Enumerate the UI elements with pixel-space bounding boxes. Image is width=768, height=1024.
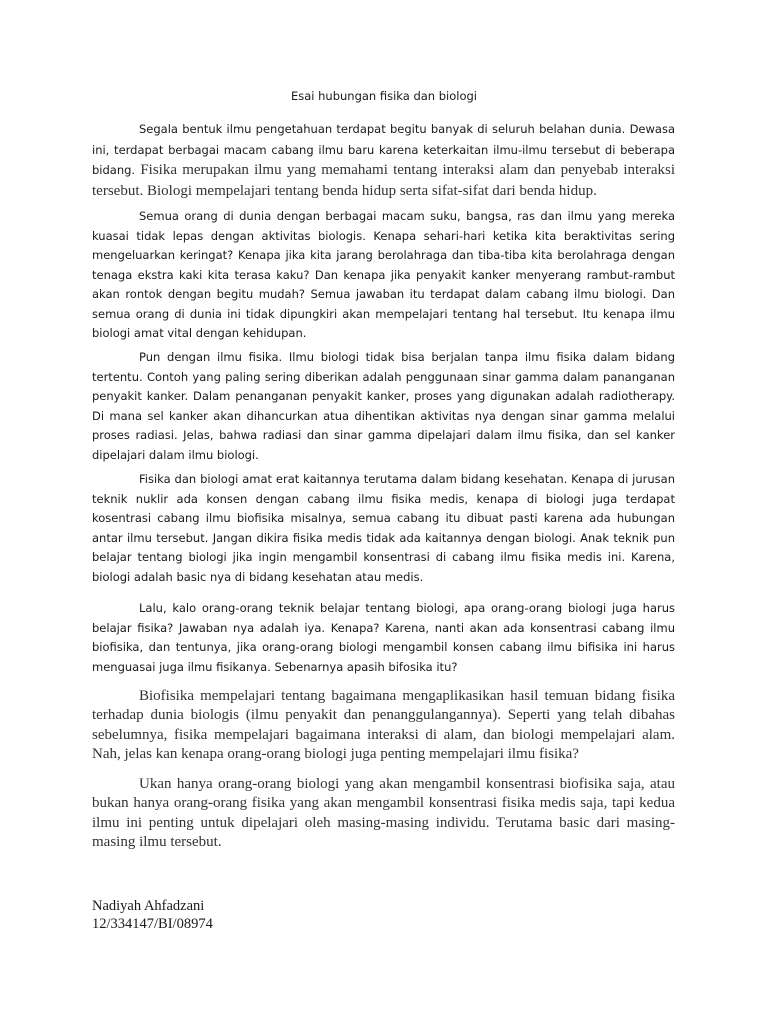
paragraph-7: Ukan hanya orang-orang biologi yang akan mengambil konsentrasi biofisika saja, atau bukan hanya orang-orang fisika yang akan mengambil konsentrasi fisika medis saja, tapi kedua ilmu ini penting untuk dipelajari oleh masing-masing individu. Terutama basic dari masing-masing ilmu tersebut.: [92, 776, 675, 850]
paragraph-4: Fisika dan biologi amat erat kaitannya terutama dalam bidang kesehatan. Kenapa di jurusan teknik nuklir ada konsen dengan cabang ilmu fisika medis, kenapa di biologi juga terdapat kosentrasi cabang ilmu biofisika misalnya, semua cabang itu dibuat pasti karena ada hubungan antar ilmu tersebut. Jangan dikira fisika medis tidak ada kaitannya dengan biologi. Anak teknik pun belajar tentang biologi jika ingin mengambil konsentrasi di cabang ilmu fisika medis ini. Karena, biologi adalah basic nya di bidang kesehatan atau medis.: [92, 472, 675, 584]
author-name: Nadiyah Ahfadzani: [92, 898, 205, 914]
paragraph-6: Biofisika mempelajari tentang bagaimana mengaplikasikan hasil temuan bidang fisika terhadap dunia biologis (ilmu penyakit dan penanggulangannya). Seperti yang telah dibahas sebelumnya, fisika mempelajari bagaimana interaksi di alam, dan biologi mempelajari alam. Nah, jelas kan kenapa orang-orang biologi juga penting mempelajari ilmu fisika?: [92, 688, 675, 762]
paragraph-1-sans-text: Segala bentuk ilmu pengetahuan terdapat begitu banyak di seluruh belahan dunia. Dewasa ini, terdapat berbagai macam cabang ilmu baru karena keterkaitan ilmu-ilmu tersebut di beberapa bidang.: [92, 122, 675, 177]
paragraph-2: Semua orang di dunia dengan berbagai macam suku, bangsa, ras dan ilmu yang mereka kuasai tidak lepas dengan aktivitas biologis. Kenapa sehari-hari ketika kita beraktivitas sering mengeluarkan keringat? Kenapa jika kita jarang berolahraga dan tiba-tiba kita berolahraga dengan tenaga ekstra kaki kita terasa kaku? Dan kenapa jika penyakit kanker menyerang rambut-rambut akan rontok dengan begitu mudah? Semua jawaban itu terdapat dalam cabang ilmu biologi. Dan semua orang di dunia ini tidak dipungkiri akan mempelajari tentang hal tersebut. Itu kenapa ilmu biologi amat vital dengan kehidupan.: [92, 209, 675, 340]
paragraph-5: Lalu, kalo orang-orang teknik belajar tentang biologi, apa orang-orang biologi juga harus belajar fisika? Jawaban nya adalah iya. Kenapa? Karena, nanti akan ada konsentrasi cabang ilmu biofisika, dan tentunya, jika orang-orang biologi mengambil konsen cabang ilmu bifisika ini harus menguasai juga ilmu fisikanya. Sebenarnya apasih bifosika itu?: [92, 601, 675, 674]
document-title: Esai hubungan fisika dan biologi: [290, 89, 478, 103]
author-id: 12/334147/BI/08974: [92, 916, 213, 932]
paragraph-1: [92, 119, 675, 201]
signature-block: [92, 897, 213, 933]
paragraph-1-serif-text: Fisika merupakan ilmu yang memahami tentang interaksi alam dan penyebab interaksi tersebut. Biologi mempelajari tentang benda hidup serta sifat-sifat dari benda hidup.: [92, 162, 675, 199]
paragraph-3: Pun dengan ilmu fisika. Ilmu biologi tidak bisa berjalan tanpa ilmu fisika dalam bidang tertentu. Contoh yang paling sering diberikan adalah penggunaan sinar gamma dalam pananganan penyakit kanker. Dalam penanganan penyakit kanker, proses yang digunakan adalah radiotherapy. Di mana sel kanker akan dihancurkan atua dihentikan aktivitas nya dengan sinar gamma melalui proses radiasi. Jelas, bahwa radiasi dan sinar gamma dipelajari dalam ilmu fisika, dan sel kanker dipelajari dalam ilmu biologi.: [92, 350, 675, 462]
